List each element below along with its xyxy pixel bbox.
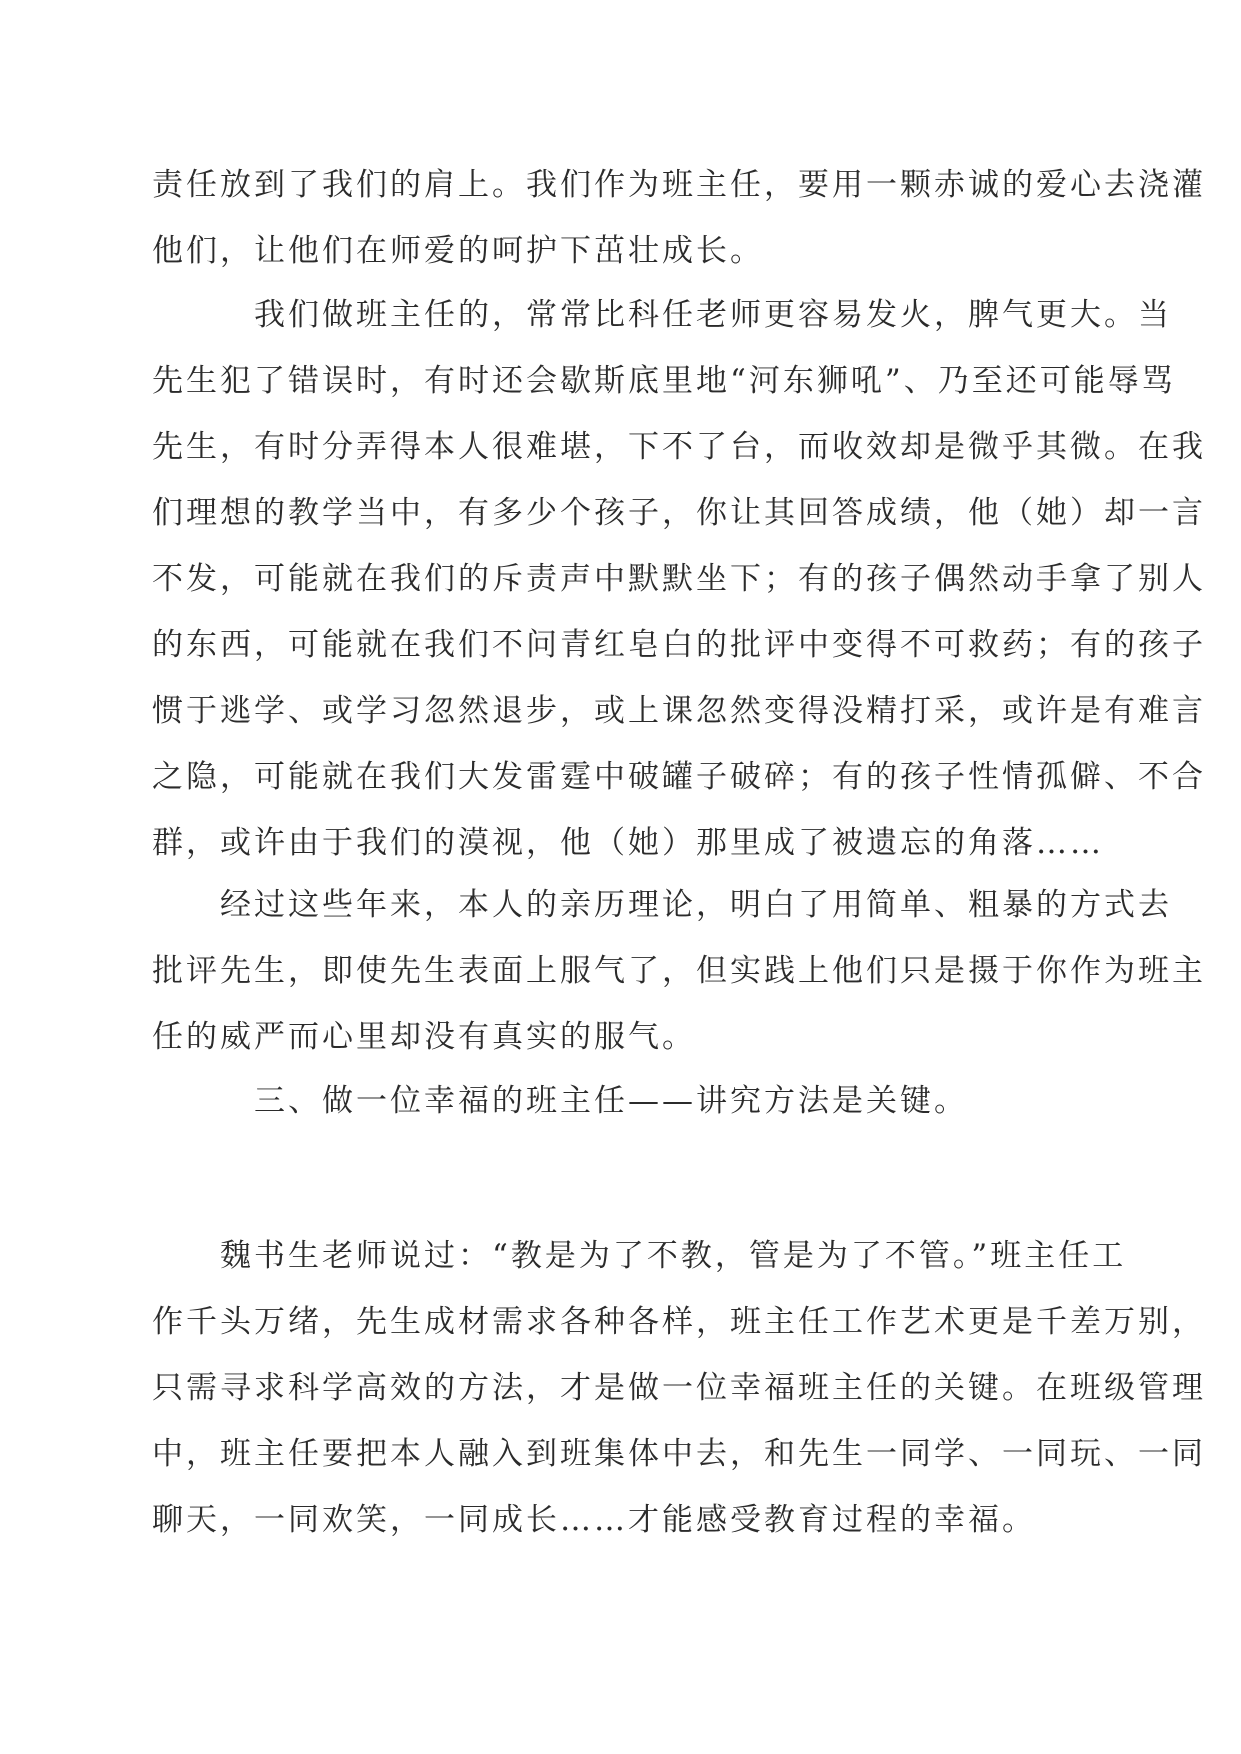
- text-line: 之隐，可能就在我们大发雷霆中破罐子破碎；有的孩子性情孤僻、不合: [152, 759, 1206, 795]
- paragraph-intro-continuation: [152, 152, 1206, 284]
- text-line: 群，或许由于我们的漠视，他（她）那里成了被遗忘的角落……: [152, 825, 1104, 861]
- text-line: 他们，让他们在师爱的呵护下茁壮成长。: [152, 233, 764, 269]
- text-line: 经过这些年来，本人的亲历理论，明白了用简单、粗暴的方式去: [152, 887, 1172, 923]
- text-line: 魏书生老师说过：“教是为了不教，管是为了不管。”班主任工: [152, 1238, 1127, 1274]
- text-line: 不发，可能就在我们的斥责声中默默坐下；有的孩子偶然动手拿了别人: [152, 561, 1206, 597]
- text-line: 批评先生，即使先生表面上服气了，但实践上他们只是摄于你作为班主: [152, 953, 1206, 989]
- section-heading: [152, 1068, 1087, 1134]
- text-line: 们理想的教学当中，有多少个孩子，你让其回答成绩，他（她）却一言: [152, 495, 1206, 531]
- paragraph-temper: [152, 282, 1206, 876]
- text-line: 我们做班主任的，常常比科任老师更容易发火，脾气更大。当: [152, 297, 1172, 333]
- text-line: 作千头万绪，先生成材需求各种各样，班主任工作艺术更是千差万别，: [152, 1304, 1206, 1340]
- paragraph-methods: [152, 1223, 1206, 1553]
- section-heading-text: 三、做一位幸福的班主任——讲究方法是关键。: [152, 1083, 968, 1119]
- text-line: 聊天，一同欢笑，一同成长……才能感受教育过程的幸福。: [152, 1502, 1036, 1538]
- paragraph-experience: [152, 872, 1206, 1070]
- text-line: 责任放到了我们的肩上。我们作为班主任，要用一颗赤诚的爱心去浇灌: [152, 167, 1206, 203]
- text-line: 先生犯了错误时，有时还会歇斯底里地“河东狮吼”、乃至还可能辱骂: [152, 363, 1176, 399]
- text-line: 任的威严而心里却没有真实的服气。: [152, 1019, 696, 1055]
- text-line: 惯于逃学、或学习忽然退步，或上课忽然变得没精打采，或许是有难言: [152, 693, 1206, 729]
- text-line: 只需寻求科学高效的方法，才是做一位幸福班主任的关键。在班级管理: [152, 1370, 1206, 1406]
- text-line: 中，班主任要把本人融入到班集体中去，和先生一同学、一同玩、一同: [152, 1436, 1206, 1472]
- text-line: 先生，有时分弄得本人很难堪，下不了台，而收效却是微乎其微。在我: [152, 429, 1206, 465]
- text-line: 的东西，可能就在我们不问青红皂白的批评中变得不可救药；有的孩子: [152, 627, 1206, 663]
